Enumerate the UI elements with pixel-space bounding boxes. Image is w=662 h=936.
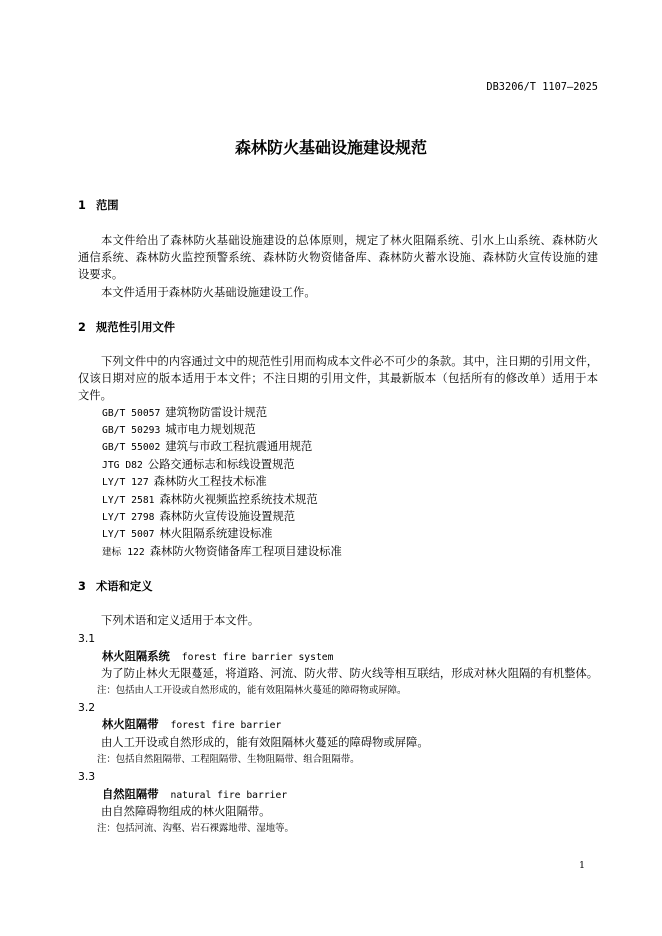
reference-item <box>102 508 598 525</box>
reference-title: 公路交通标志和标线设置规范 <box>147 457 295 471</box>
reference-code: JTG D82 <box>102 459 143 471</box>
reference-title: 森林防火物资储备库工程项目建设标准 <box>149 544 342 558</box>
paragraph-line: 文件。 <box>78 388 112 402</box>
reference-item <box>102 438 598 455</box>
term-chinese: 林火阻隔系统 <box>102 649 170 663</box>
paragraph-line: 通信系统、森林防火监控预警系统、森林防火物资储备库、森林防火蓄水设施、森林防火宣传设施的建 <box>78 250 598 264</box>
reference-code: LY/T 2798 <box>102 511 155 523</box>
term-number: 3.1 <box>78 631 96 645</box>
term-note: 注：包括自然阻隔带、工程阻隔带、生物阻隔带、组合阻隔带。 <box>97 753 360 765</box>
reference-title: 森林防火视频监控系统技术规范 <box>159 492 318 506</box>
reference-item <box>102 473 598 490</box>
reference-code: LY/T 127 <box>102 477 149 489</box>
paragraph-line: 本文件适用于森林防火基础设施建设工作。 <box>101 285 316 299</box>
section-number: 2 <box>78 320 86 334</box>
section-title: 规范性引用文件 <box>96 320 176 334</box>
term-definition: 由自然障碍物组成的林火阻隔带。 <box>101 804 271 818</box>
paragraph-line: 本文件给出了森林防火基础设施建设的总体原则，规定了林火阻隔系统、引水上山系统、森林防火 <box>101 233 598 247</box>
reference-code: LY/T 5007 <box>102 529 155 541</box>
reference-title: 森林防火工程技术标准 <box>153 475 267 489</box>
term-heading <box>102 786 598 803</box>
section-heading-terms <box>78 578 598 595</box>
paragraph-line: 下列文件中的内容通过文中的规范性引用而构成本文件必不可少的条款。其中，注日期的引用文件， <box>101 354 599 368</box>
reference-title: 建筑与市政工程抗震通用规范 <box>165 440 313 454</box>
section-heading-scope <box>78 197 598 214</box>
paragraph-line: 设要求。 <box>78 267 124 281</box>
term-heading <box>102 648 598 665</box>
reference-title: 森林防火宣传设施设置规范 <box>159 509 296 523</box>
section-title: 范围 <box>96 198 119 212</box>
section-title: 术语和定义 <box>96 579 153 593</box>
reference-code: GB/T 50057 <box>102 407 161 419</box>
term-chinese: 林火阻隔带 <box>102 717 159 731</box>
term-number: 3.2 <box>78 700 96 714</box>
page-number: 1 <box>579 860 586 871</box>
term-definition: 由人工开设或自然形成的，能有效阻隔林火蔓延的障碍物或屏障。 <box>101 735 429 749</box>
reference-item <box>102 491 598 508</box>
term-note: 注：包括由人工开设或自然形成的，能有效阻隔林火蔓延的障碍物或屏障。 <box>97 684 407 696</box>
section-number: 3 <box>78 579 86 593</box>
reference-item <box>102 543 598 560</box>
reference-code: GB/T 50293 <box>102 424 161 436</box>
reference-title: 林火阻隔系统建设标准 <box>159 527 273 541</box>
document-title: 森林防火基础设施建设规范 <box>234 138 427 157</box>
reference-code: GB/T 55002 <box>102 442 161 454</box>
reference-item <box>102 456 598 473</box>
reference-title: 城市电力规划规范 <box>165 422 256 436</box>
reference-item <box>102 421 598 438</box>
term-definition: 为了防止林火无限蔓延，将道路、河流、防火带、防火线等相互联结，形成对林火阻隔的有机整体。 <box>101 666 599 680</box>
term-english: natural fire barrier <box>170 789 288 801</box>
reference-item <box>102 404 598 421</box>
reference-item <box>102 525 598 542</box>
term-number: 3.3 <box>78 769 96 783</box>
term-english: forest fire barrier system <box>181 651 334 663</box>
term-heading <box>102 716 598 733</box>
paragraph-line: 仅该日期对应的版本适用于本文件；不注日期的引用文件，其最新版本（包括所有的修改单）适用于本 <box>78 371 598 385</box>
reference-title: 建筑物防雷设计规范 <box>165 405 268 419</box>
reference-code: 建标 122 <box>102 546 145 558</box>
reference-code: LY/T 2581 <box>102 494 155 506</box>
paragraph-line: 下列术语和定义适用于本文件。 <box>101 613 260 627</box>
term-note: 注：包括河流、沟壑、岩石裸露地带、湿地等。 <box>97 822 294 834</box>
term-english: forest fire barrier <box>170 719 282 731</box>
term-chinese: 自然阻隔带 <box>102 787 159 801</box>
document-code: DB3206/T 1107—2025 <box>486 81 598 93</box>
section-number: 1 <box>78 198 86 212</box>
section-heading-normative-references <box>78 319 598 336</box>
